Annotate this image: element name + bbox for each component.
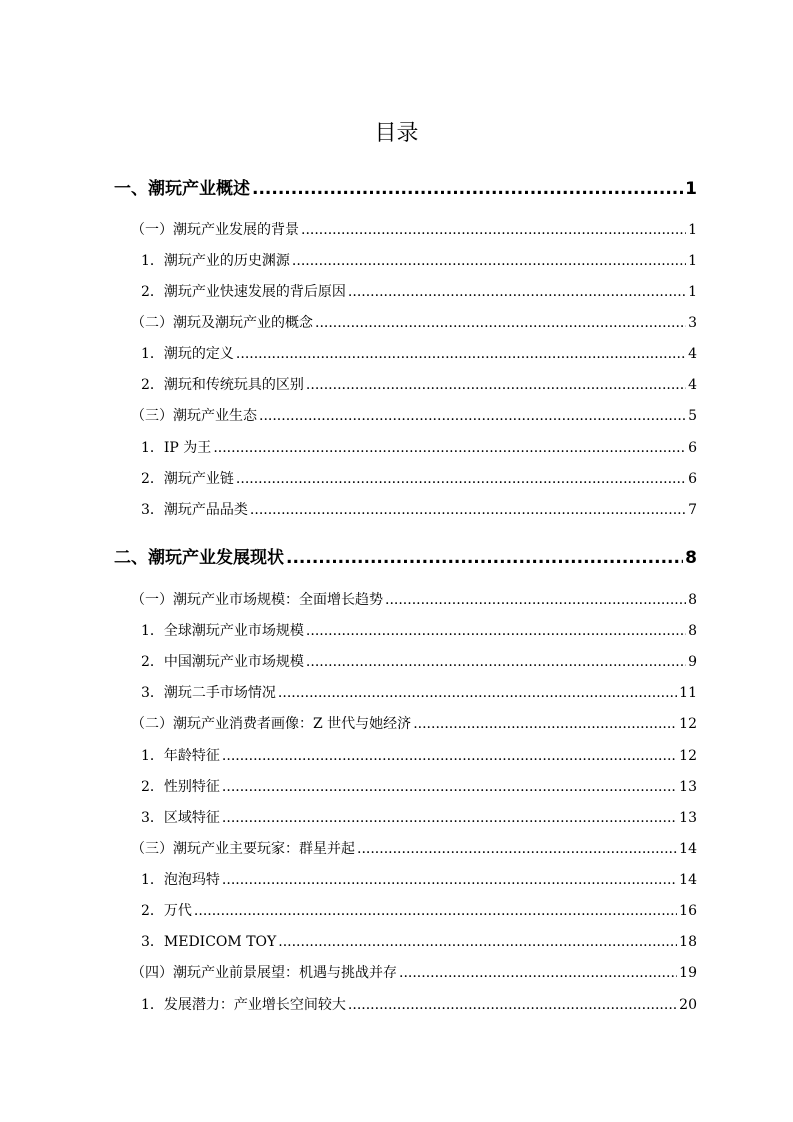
toc-entry-level3[interactable]	[141, 620, 697, 640]
toc-entry-level1[interactable]	[114, 174, 697, 199]
toc-entry-text: 2．潮玩产业链	[141, 471, 234, 487]
toc-entry-page: 11	[679, 685, 697, 701]
toc-entry-level3[interactable]	[141, 900, 697, 920]
toc-leader-dots	[278, 934, 677, 950]
toc-entry-level2[interactable]	[131, 713, 697, 733]
toc-entry-page: 6	[688, 440, 697, 456]
toc-leader-dots	[399, 965, 677, 981]
toc-entry-page: 14	[679, 841, 697, 857]
toc-entry-page: 8	[688, 623, 697, 639]
toc-entry-page: 9	[688, 654, 697, 670]
toc-entry-text: 1．潮玩产业的历史渊源	[141, 253, 290, 269]
toc-entry-level3[interactable]	[141, 931, 697, 951]
toc-entry-level3[interactable]	[141, 807, 697, 827]
toc-entry-page: 16	[679, 903, 697, 919]
toc-entry-page: 8	[688, 592, 697, 608]
toc-entry-text: 3．MEDICOM TOY	[141, 934, 277, 950]
toc-entry-page: 3	[688, 315, 697, 331]
toc-entry-level2[interactable]	[131, 219, 697, 239]
toc-leader-dots	[278, 685, 677, 701]
toc-entry-level3[interactable]	[141, 682, 697, 702]
toc-entry-text: （二）潮玩及潮玩产业的概念	[131, 315, 313, 331]
toc-entry-level2[interactable]	[131, 405, 697, 425]
toc-entry-level3[interactable]	[141, 869, 697, 889]
toc-leader-dots	[286, 548, 683, 568]
toc-entry-text: （一）潮玩产业市场规模：全面增长趋势	[131, 592, 383, 608]
toc-entry-page: 1	[688, 284, 697, 300]
toc-entry-text: 3．潮玩产品品类	[141, 502, 248, 518]
toc-entry-level3[interactable]	[141, 281, 697, 301]
toc-entry-text: 1．年龄特征	[141, 748, 220, 764]
toc-entry-text: 2．万代	[141, 903, 192, 919]
toc-entry-page: 1	[688, 253, 697, 269]
toc-leader-dots	[306, 377, 686, 393]
toc-leader-dots	[194, 903, 677, 919]
toc-entry-text: （四）潮玩产业前景展望：机遇与挑战并存	[131, 965, 397, 981]
toc-entry-level3[interactable]	[141, 776, 697, 796]
toc-entry-page: 6	[688, 471, 697, 487]
toc-entry-page: 4	[688, 377, 697, 393]
toc-entry-level3[interactable]	[141, 745, 697, 765]
toc-leader-dots	[222, 810, 677, 826]
toc-leader-dots	[385, 592, 686, 608]
toc-entry-level2[interactable]	[131, 962, 697, 982]
toc-entry-page: 14	[679, 872, 697, 888]
toc-entry-page: 18	[679, 934, 697, 950]
toc-entry-page: 12	[679, 748, 697, 764]
toc-entry-page: 5	[688, 408, 697, 424]
page-title: 目录	[374, 121, 419, 146]
toc-entry-level1[interactable]	[114, 543, 697, 568]
toc-entry-page: 19	[679, 965, 697, 981]
toc-entry-page: 13	[679, 810, 697, 826]
toc-leader-dots	[222, 748, 677, 764]
toc-entry-level2[interactable]	[131, 312, 697, 332]
toc-entry-text: 1．潮玩的定义	[141, 346, 234, 362]
toc-leader-dots	[236, 346, 686, 362]
toc-entry-level2[interactable]	[131, 838, 697, 858]
toc-entry-text: （三）潮玩产业主要玩家：群星并起	[131, 841, 355, 857]
toc-entry-text: 2．潮玩产业快速发展的背后原因	[141, 284, 346, 300]
toc-entry-text: 2．潮玩和传统玩具的区别	[141, 377, 304, 393]
toc-entry-level3[interactable]	[141, 250, 697, 270]
toc-leader-dots	[236, 471, 686, 487]
toc-entry-page: 12	[679, 716, 697, 732]
toc-entry-text: 2．性别特征	[141, 779, 220, 795]
toc-entry-page: 1	[685, 179, 697, 199]
toc-entry-text: （一）潮玩产业发展的背景	[131, 222, 299, 238]
toc-leader-dots	[306, 654, 686, 670]
toc-entry-level3[interactable]	[141, 994, 697, 1014]
toc-entry-page: 13	[679, 779, 697, 795]
toc-entry-level3[interactable]	[141, 499, 697, 519]
toc-leader-dots	[222, 872, 677, 888]
toc-leader-dots	[357, 841, 677, 857]
toc-leader-dots	[213, 440, 686, 456]
toc-entry-text: 二、潮玩产业发展现状	[114, 548, 284, 568]
toc-leader-dots	[301, 222, 686, 238]
toc-entry-level3[interactable]	[141, 468, 697, 488]
toc-entry-text: （三）潮玩产业生态	[131, 408, 257, 424]
toc-leader-dots	[222, 779, 677, 795]
toc-entry-level3[interactable]	[141, 651, 697, 671]
toc-leader-dots	[306, 623, 686, 639]
toc-entry-text: 3．潮玩二手市场情况	[141, 685, 276, 701]
toc-entry-page: 20	[679, 997, 697, 1013]
toc-entry-page: 1	[688, 222, 697, 238]
toc-entry-page: 4	[688, 346, 697, 362]
toc-entry-text: 2．中国潮玩产业市场规模	[141, 654, 304, 670]
toc-entry-text: 3．区域特征	[141, 810, 220, 826]
toc-entry-text: 1．IP 为王	[141, 440, 212, 456]
toc-leader-dots	[348, 997, 677, 1013]
toc-entry-level3[interactable]	[141, 437, 697, 457]
toc-entry-level2[interactable]	[131, 589, 697, 609]
toc-leader-dots	[413, 716, 677, 732]
toc-entry-page: 8	[685, 548, 697, 568]
toc-leader-dots	[259, 408, 686, 424]
toc-entry-text: 1．发展潜力：产业增长空间较大	[141, 997, 346, 1013]
toc-leader-dots	[315, 315, 686, 331]
toc-entry-text: （二）潮玩产业消费者画像：Z 世代与她经济	[131, 716, 412, 732]
toc-leader-dots	[348, 284, 686, 300]
toc-entry-text: 1．泡泡玛特	[141, 872, 220, 888]
toc-entry-text: 一、潮玩产业概述	[114, 179, 250, 199]
toc-entry-level3[interactable]	[141, 343, 697, 363]
toc-leader-dots	[292, 253, 686, 269]
toc-leader-dots	[250, 502, 686, 518]
toc-leader-dots	[252, 179, 683, 199]
toc-entry-level3[interactable]	[141, 374, 697, 394]
toc-entry-text: 1．全球潮玩产业市场规模	[141, 623, 304, 639]
toc-entry-page: 7	[688, 502, 697, 518]
